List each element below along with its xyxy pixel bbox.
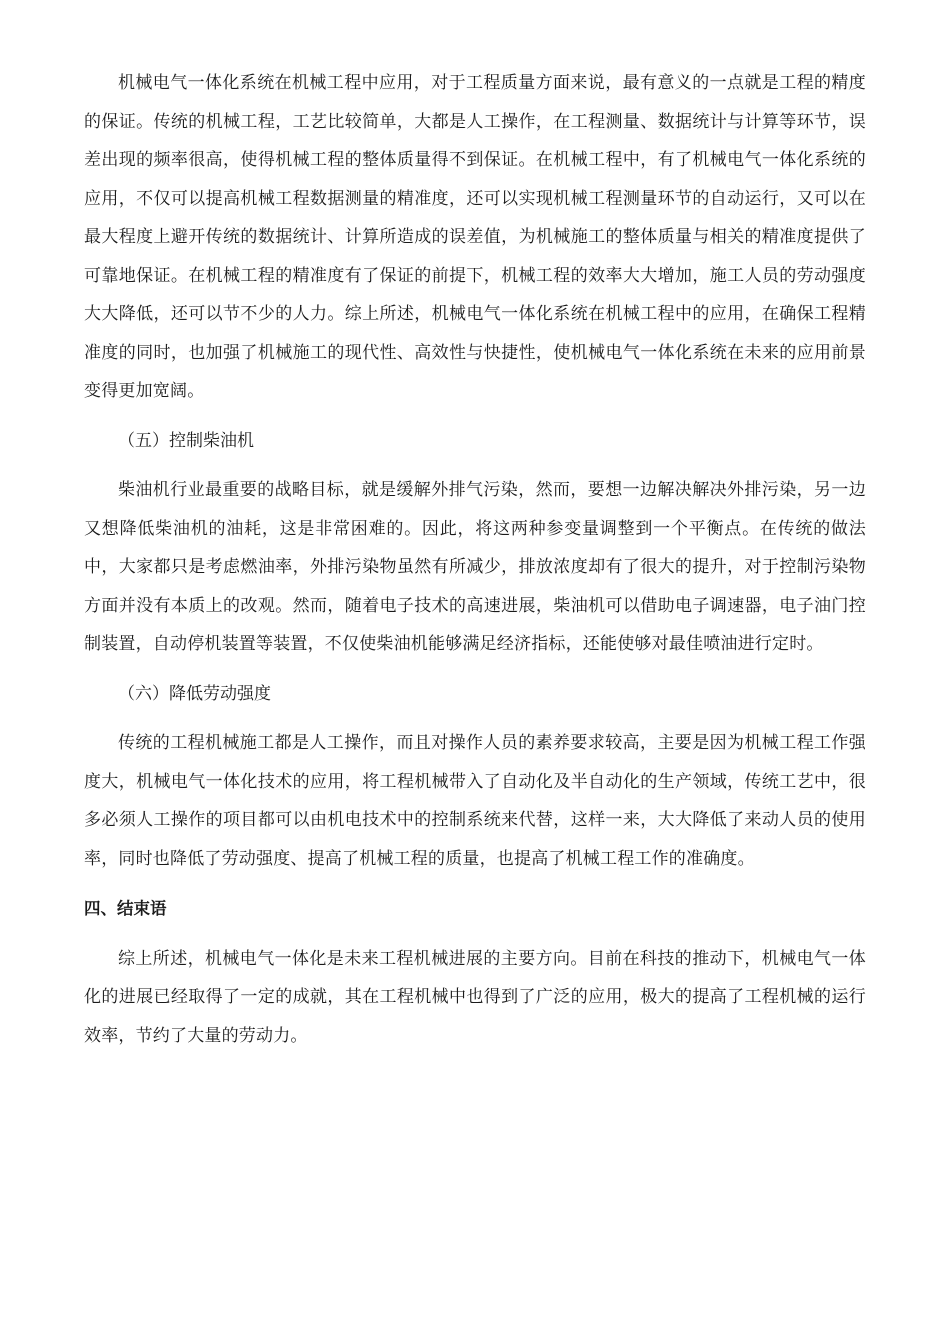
subheading-diesel-control: （五）控制柴油机 — [118, 430, 254, 451]
paragraph-labor: 传统的工程机械施工都是人工操作，而且对操作人员的素养要求较高，主要是因为机械工程工作强度大，机械电气一体化技术的应用，将工程机械带入了自动化及半自动化的生产领域，传统工艺中，很多必须人工操作的项目都可以由机电技术中的控制系统来代替，这样一来，大大降低了来动人员的使用率，同时也降低了劳动强度、提高了机械工程的质量，也提高了机械工程工作的准确度。 — [84, 733, 866, 869]
subheading-labor-intensity: （六）降低劳动强度 — [118, 683, 271, 704]
document-page — [84, 64, 866, 1055]
paragraph-diesel: 柴油机行业最重要的战略目标，就是缓解外排气污染，然而，要想一边解决解决外排污染，另一边又想降低柴油机的油耗，这是非常困难的。因此，将这两种参变量调整到一个平衡点。在传统的做法中，大家都只是考虑燃油率，外排污染物虽然有所减少，排放浓度却有了很大的提升，对于控制污染物方面并没有本质上的改观。然而，随着电子技术的高速进展，柴油机可以借助电子调速器，电子油门控制装置，自动停机装置等装置，不仅使柴油机能够满足经济指标，还能使够对最佳喷油进行定时。 — [84, 480, 866, 654]
section-heading-conclusion: 四、结束语 — [84, 899, 167, 918]
paragraph-precision: 机械电气一体化系统在机械工程中应用，对于工程质量方面来说，最有意义的一点就是工程的精度的保证。传统的机械工程，工艺比较简单，大都是人工操作，在工程测量、数据统计与计算等环节，误差出现的频率很高，使得机械工程的整体质量得不到保证。在机械工程中，有了机械电气一体化系统的应用，不仅可以提高机械工程数据测量的精准度，还可以实现机械工程测量环节的自动运行，又可以在最大程度上避开传统的数据统计、计算所造成的误差值，为机械施工的整体质量与相关的精准度提供了可靠地保证。在机械工程的精准度有了保证的前提下，机械工程的效率大大增加，施工人员的劳动强度大大降低，还可以节不少的人力。综上所述，机械电气一体化系统在机械工程中的应用，在确保工程精准度的同时，也加强了机械施工的现代性、高效性与快捷性，使机械电气一体化系统在未来的应用前景变得更加宽阔。 — [84, 73, 866, 401]
paragraph-conclusion: 综上所述，机械电气一体化是未来工程机械进展的主要方向。目前在科技的推动下，机械电气一体化的进展已经取得了一定的成就，其在工程机械中也得到了广泛的应用，极大的提高了工程机械的运行效率，节约了大量的劳动力。 — [84, 948, 866, 1046]
